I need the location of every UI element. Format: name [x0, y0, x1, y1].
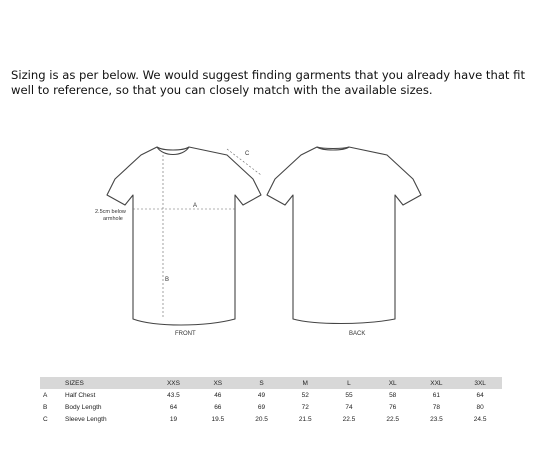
- front-label: FRONT: [175, 331, 196, 337]
- row-name: Body Length: [65, 403, 102, 411]
- armhole-note-line1: 2.5cm below: [95, 209, 126, 215]
- table-cell: 20.5: [255, 415, 268, 423]
- table-cell: 22.5: [342, 415, 356, 423]
- size-header: M: [302, 379, 308, 387]
- table-row: [40, 389, 502, 401]
- table-cell: 61: [432, 391, 441, 399]
- table-cell: 58: [389, 391, 397, 399]
- table-cell: 21.5: [298, 415, 312, 423]
- front-tshirt-outline: [107, 147, 261, 325]
- row-code: B: [43, 403, 48, 411]
- row-name: Sleeve Length: [65, 415, 107, 423]
- table-cell: 24.5: [473, 415, 487, 423]
- table-row: [40, 401, 502, 413]
- table-cell: 80: [476, 403, 484, 411]
- table-cell: 69: [257, 403, 266, 411]
- table-cell: 64: [476, 391, 484, 399]
- size-header: L: [347, 379, 351, 387]
- table-cell: 19.5: [211, 415, 225, 423]
- size-header: S: [259, 379, 264, 387]
- table-cell: 55: [345, 391, 353, 399]
- back-label: BACK: [349, 331, 366, 337]
- measure-b-label: B: [165, 277, 170, 283]
- size-chart-header-row: [40, 377, 502, 389]
- size-chart-table: [40, 377, 502, 425]
- table-cell: 46: [214, 391, 222, 399]
- table-cell: 23.5: [430, 415, 443, 423]
- table-cell: 72: [301, 403, 309, 411]
- size-header: 3XL: [474, 379, 486, 387]
- table-cell: 78: [432, 403, 441, 411]
- row-code: C: [43, 415, 48, 423]
- size-header: XXL: [430, 379, 443, 387]
- tshirt-size-diagram: [85, 135, 445, 345]
- measure-a-label: A: [193, 203, 198, 209]
- table-cell: 52: [301, 391, 309, 399]
- row-code: A: [43, 391, 48, 399]
- table-cell: 64: [169, 403, 178, 411]
- table-row: [40, 413, 502, 425]
- table-cell: 22.5: [386, 415, 400, 423]
- table-cell: 43.5: [167, 391, 180, 399]
- table-cell: 19: [169, 415, 178, 423]
- sizes-header: SIZES: [65, 379, 84, 387]
- size-header: XL: [388, 379, 397, 387]
- table-cell: 66: [214, 403, 222, 411]
- measure-c-label: C: [245, 151, 250, 157]
- size-header: XXS: [166, 379, 180, 387]
- row-name: Half Chest: [65, 391, 96, 399]
- table-cell: 74: [345, 403, 353, 411]
- table-cell: 76: [389, 403, 397, 411]
- size-header: XS: [213, 379, 223, 387]
- sizing-intro-text: Sizing is as per below. We would suggest finding garments that you already have that fit well to reference, so that you can closely match with the available sizes.: [11, 68, 526, 97]
- tshirt-drawings: [85, 135, 445, 345]
- back-tshirt-outline: [267, 147, 421, 324]
- armhole-note-line2: armhole: [103, 216, 123, 222]
- table-cell: 49: [257, 391, 266, 399]
